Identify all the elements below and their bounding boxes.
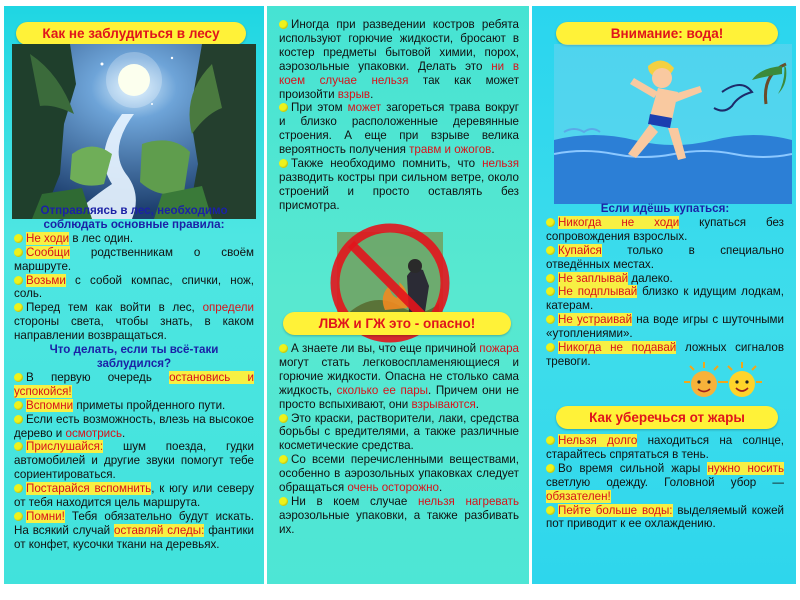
heat-rule-2: Во время сильной жары нужно носить светлую одежду. Головной убор — обязателен! bbox=[546, 461, 784, 503]
bullet-icon bbox=[546, 315, 555, 324]
bullet-icon bbox=[279, 103, 288, 112]
bullet-icon bbox=[546, 436, 555, 445]
panel-title-heat: Как уберечься от жары bbox=[556, 406, 778, 429]
lvzh-para-3: Со всеми перечисленными веществами, особенно в аэрозольных упаковках следует обращаться очень осторожно. bbox=[279, 453, 519, 495]
bullet-icon bbox=[546, 218, 555, 227]
panel-title-lvzh: ЛВЖ и ГЖ это - опасно! bbox=[283, 312, 511, 335]
panel3-swim-text bbox=[546, 202, 784, 369]
forest-rule-4: Перед тем как войти в лес, определи стороны света, чтобы знать, в каком направлении возвращаться. bbox=[14, 301, 254, 343]
swim-rule-4: Не подплывай близко к идущим лодкам, катерам. bbox=[546, 285, 784, 313]
panel3-heat-text bbox=[546, 434, 784, 531]
bullet-icon bbox=[14, 373, 23, 382]
moonlit-forest-path-illustration bbox=[12, 44, 256, 219]
smiling-suns-icon bbox=[684, 360, 764, 406]
bullet-icon bbox=[546, 274, 555, 283]
panel-forest bbox=[4, 6, 264, 584]
fire-para-2: При этом может загореться трава вокруг и близко расположенные деревянные строения. А еще при взрыве велика вероятность получения травм и ожогов. bbox=[279, 101, 519, 157]
panel-title-water: Внимание: вода! bbox=[556, 22, 778, 45]
bullet-icon bbox=[546, 246, 555, 255]
bullet-icon bbox=[546, 287, 555, 296]
panel2-lvzh-text bbox=[279, 342, 519, 537]
bullet-icon bbox=[279, 455, 288, 464]
swim-rule-2: Купайся только в специально отведённых местах. bbox=[546, 243, 784, 271]
lvzh-para-1: А знаете ли вы, что еще причиной пожара могут стать легковоспламеняющиеся и горючие жидкости. Опасна не столько сама жидкость, сколько ее пары. Причем они не просто вспыхивают, они взрываются. bbox=[279, 342, 519, 411]
heat-rule-3: Пейте больше воды: выделяемый кожей пот приводит к ее охлаждению. bbox=[546, 503, 784, 531]
forest-step-1: В первую очередь остановись и успокойся! bbox=[14, 370, 254, 398]
fire-para-3: Также необходимо помнить, что нельзя разводить костры при сильном ветре, около строений и просто оставлять без присмотра. bbox=[279, 157, 519, 212]
forest-step-3: Если есть возможность, влезь на высокое дерево и осмотрись. bbox=[14, 412, 254, 440]
bullet-icon bbox=[279, 344, 288, 353]
lvzh-para-2: Это краски, растворители, лаки, средства борьбы с вредителями, а также различные косметические средства. bbox=[279, 411, 519, 453]
forest-question: Что делать, если ты всё-таки заблудился? bbox=[49, 343, 219, 370]
bullet-icon bbox=[14, 512, 23, 521]
bullet-icon bbox=[14, 442, 23, 451]
bullet-icon bbox=[279, 159, 288, 168]
swim-rule-6: Никогда не подавай ложных сигналов тревоги. bbox=[546, 341, 784, 368]
jumping-boy-illustration bbox=[554, 44, 792, 204]
bullet-icon bbox=[546, 343, 555, 352]
bullet-icon bbox=[14, 303, 23, 312]
bullet-icon bbox=[546, 464, 555, 473]
heat-rule-1: Нельзя долго находиться на солнце, старайтесь спрятаться в тень. bbox=[546, 434, 784, 461]
bullet-icon bbox=[279, 414, 288, 423]
forest-rule-3: Возьми с собой компас, спички, нож, соль. bbox=[14, 273, 254, 301]
bullet-icon bbox=[14, 276, 23, 285]
forest-step-6: Помни! Тебя обязательно будут искать. На всякий случай оставляй следы: фантики от конфет, кусочки ткани на деревьях. bbox=[14, 509, 254, 551]
bullet-icon bbox=[546, 506, 555, 515]
forest-step-2: Вспомни приметы пройденного пути. bbox=[14, 399, 254, 413]
panel-fire bbox=[267, 6, 529, 584]
panel1-text bbox=[14, 204, 254, 552]
bullet-icon bbox=[14, 484, 23, 493]
swim-rule-1: Никогда не ходи купаться без сопровождения взрослых. bbox=[546, 215, 784, 243]
panel-water bbox=[532, 6, 796, 584]
bullet-icon bbox=[14, 415, 23, 424]
bullet-icon bbox=[279, 497, 288, 506]
lvzh-para-4: Ни в коем случае нельзя нагревать аэрозольные упаковки, а также разбивать их. bbox=[279, 494, 519, 536]
forest-rule-2: Сообщи родственникам о своём маршруте. bbox=[14, 245, 254, 273]
forest-rule-1: Не ходи в лес один. bbox=[14, 232, 254, 246]
swim-heading: Если идёшь купаться: bbox=[600, 202, 730, 215]
panel-title-forest: Как не заблудиться в лесу bbox=[16, 22, 246, 45]
forest-step-4: Прислушайся: шум поезда, гудки автомобилей и другие звуки помогут тебе сориентироваться. bbox=[14, 440, 254, 482]
swim-rule-3: Не заплывай далеко. bbox=[546, 272, 784, 286]
bullet-icon bbox=[14, 248, 23, 257]
panel2-fire-text bbox=[279, 18, 519, 213]
bullet-icon bbox=[279, 20, 288, 29]
forest-intro: Отправляясь в лес, необходимо соблюдать основные правила: bbox=[40, 204, 228, 231]
fire-para-1: Иногда при разведении костров ребята используют горючие жидкости, бросают в костер предметы бытовой химии, порох, аэрозольные упаковки. Делать это ни в коем случае нельзя так как может произойти взрыв. bbox=[279, 18, 519, 101]
bullet-icon bbox=[14, 401, 23, 410]
forest-step-5: Постарайся вспомнить, к югу или северу от тебя находится цель маршрута. bbox=[14, 482, 255, 510]
swim-rule-5: Не устраивай на воде игры с шуточными «утоплениями». bbox=[546, 313, 784, 341]
bullet-icon bbox=[14, 234, 23, 243]
